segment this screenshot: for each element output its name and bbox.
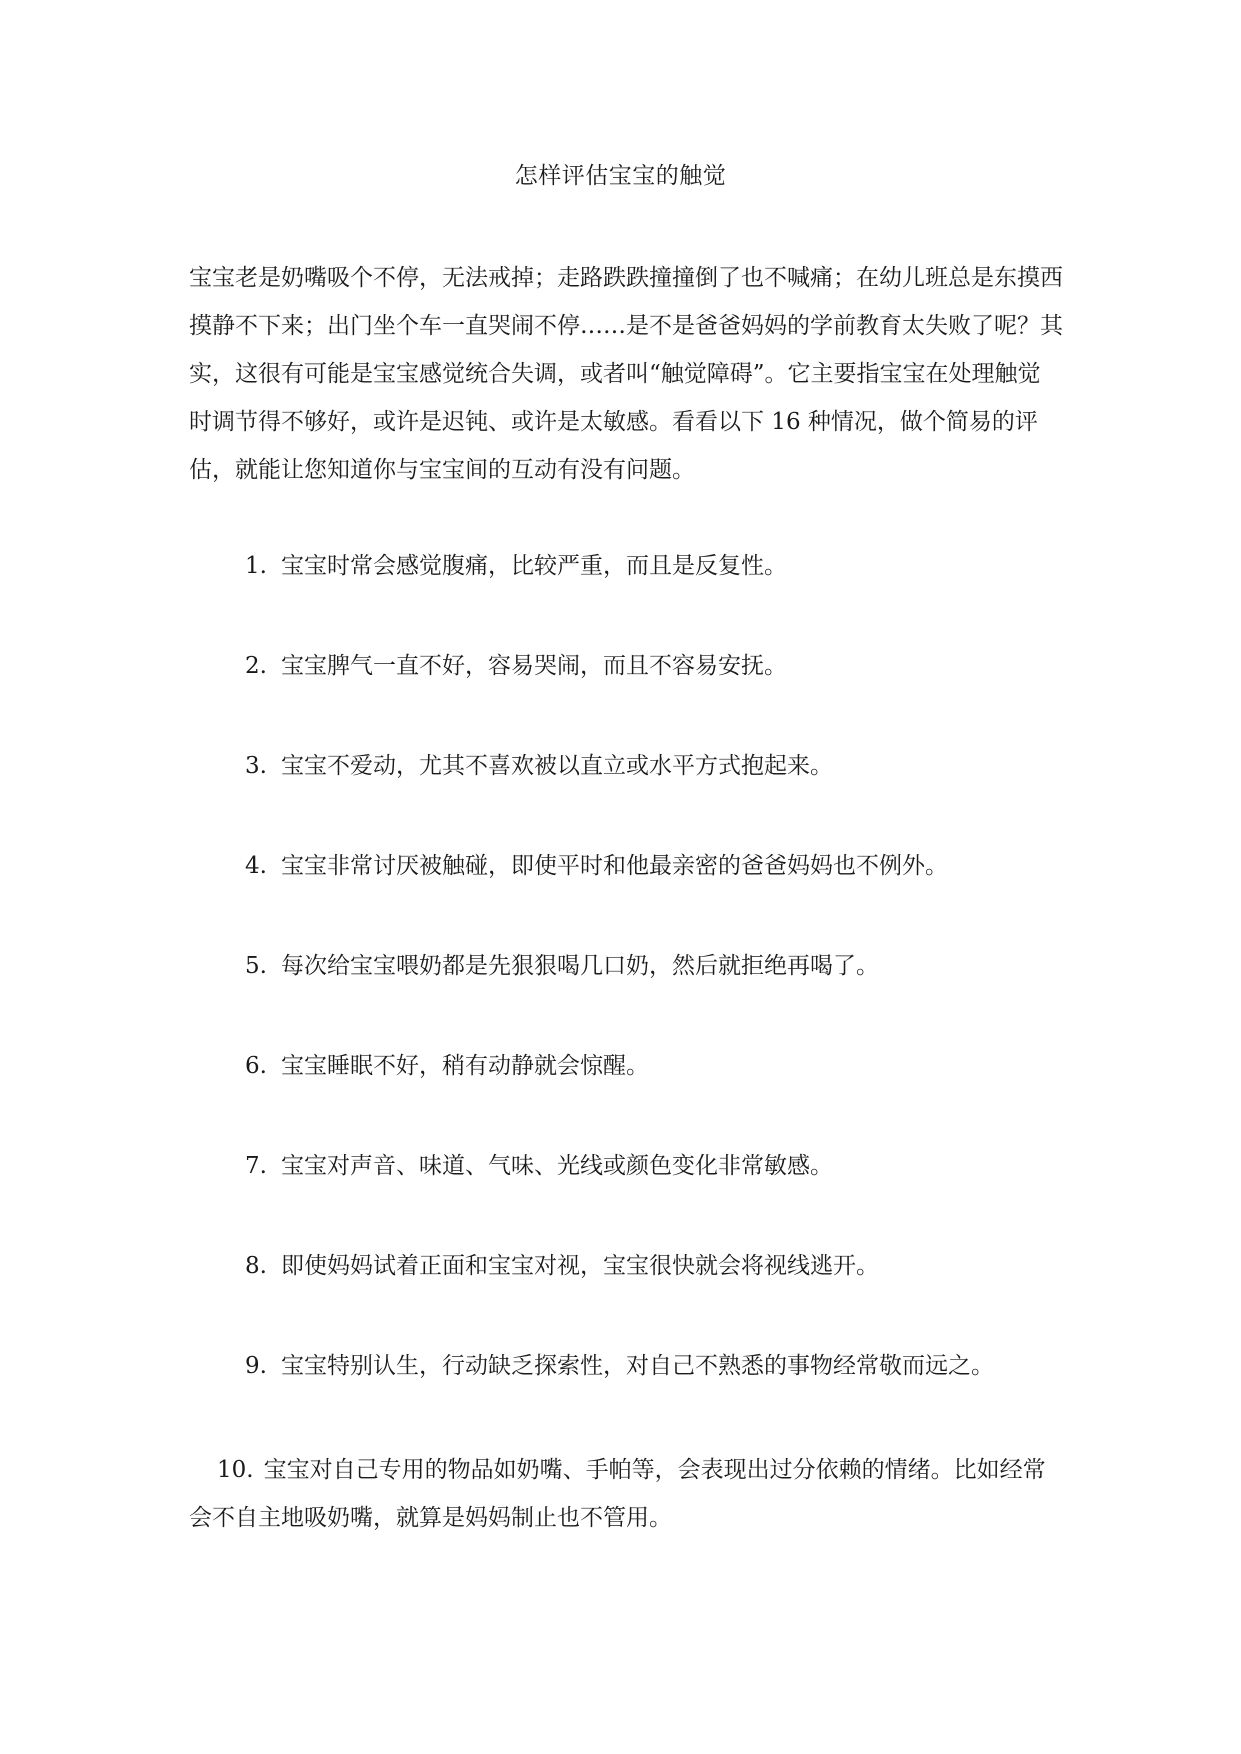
list-item-text: 宝宝非常讨厌被触碰，即使平时和他最亲密的爸爸妈妈也不例外。 (280, 853, 948, 879)
list-item-text: 即使妈妈试着正面和宝宝对视，宝宝很快就会将视线逃开。 (280, 1253, 879, 1279)
list-item (189, 746, 1063, 786)
intro-paragraph: 宝宝老是奶嘴吸个不停，无法戒掉；走路跌跌撞撞倒了也不喊痛；在幼儿班总是东摸西摸静不下来；出门坐个车一直哭闹不停……是不是爸爸妈妈的学前教育太失败了呢？其实，这很有可能是宝宝感觉统合失调，或者叫“触觉障碍”。它主要指宝宝在处理触觉时调节得不够好，或许是迟钝、或许是太敏感。看看以下 16 种情况，做个简易的评估，就能让您知道你与宝宝间的互动有没有问题。 (189, 265, 1063, 483)
list-item-text: 宝宝睡眠不好，稍有动静就会惊醒。 (280, 1053, 649, 1079)
list-item-text: 宝宝对声音、味道、气味、光线或颜色变化非常敏感。 (280, 1153, 833, 1179)
list-item (189, 846, 1063, 886)
list-item (189, 946, 1063, 986)
list-item-text: 宝宝对自己专用的物品如奶嘴、手帕等，会表现出过分依赖的情绪。比如经常会不自主地吸奶嘴，就算是妈妈制止也不管用。 (189, 1457, 1046, 1531)
list-item-text: 宝宝特别认生，行动缺乏探索性，对自己不熟悉的事物经常敬而远之。 (280, 1353, 994, 1379)
list-item-number: 3. (245, 753, 267, 779)
list-item-number: 10. (217, 1457, 254, 1483)
list-item-number: 8. (245, 1253, 267, 1279)
list-item-number: 4. (245, 853, 267, 879)
list-item-number: 2. (245, 653, 267, 679)
list-item-number: 5. (245, 953, 267, 979)
list-item-number: 6. (245, 1053, 267, 1079)
list-item-text: 每次给宝宝喂奶都是先狠狠喝几口奶，然后就拒绝再喝了。 (280, 953, 879, 979)
list-item-number: 9. (245, 1353, 267, 1379)
document-title: 怎样评估宝宝的触觉 (514, 163, 727, 189)
list-item (189, 646, 1063, 686)
assessment-list (189, 546, 1063, 1542)
list-item-text: 宝宝时常会感觉腹痛，比较严重，而且是反复性。 (280, 553, 787, 579)
list-item (189, 1446, 1063, 1542)
list-item (189, 1346, 1063, 1386)
list-item (189, 546, 1063, 586)
list-item (189, 1246, 1063, 1286)
list-item-number: 1. (245, 553, 267, 579)
list-item-number: 7. (245, 1153, 267, 1179)
list-item-text: 宝宝脾气一直不好，容易哭闹，而且不容易安抚。 (280, 653, 787, 679)
list-item-text: 宝宝不爱动，尤其不喜欢被以直立或水平方式抱起来。 (280, 753, 833, 779)
list-item (189, 1146, 1063, 1186)
list-item (189, 1046, 1063, 1086)
